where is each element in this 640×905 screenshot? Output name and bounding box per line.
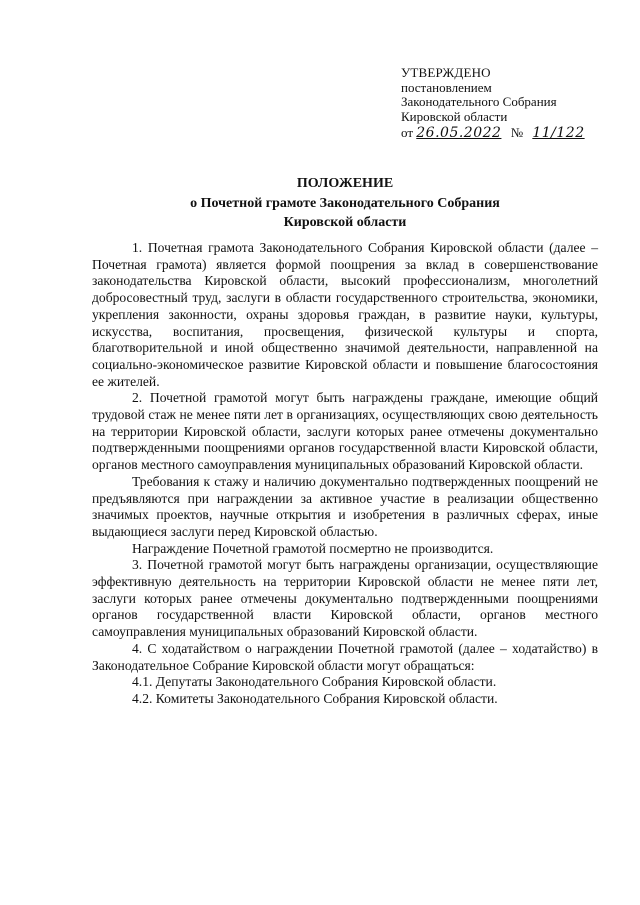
approval-line-resolution: постановлением	[401, 79, 492, 95]
document-body	[92, 240, 598, 708]
approval-heading: УТВЕРЖДЕНО	[401, 65, 491, 80]
handwritten-number: 11/122	[532, 125, 585, 141]
title-heading: ПОЛОЖЕНИЕ	[296, 176, 394, 191]
approval-date-line	[401, 126, 611, 141]
handwritten-date: 26.05.2022	[416, 125, 502, 141]
approval-stamp	[401, 66, 611, 141]
paragraph-2-posthumous: Награждение Почетной грамотой посмертно не производится.	[132, 540, 494, 556]
paragraph-2: 2. Почетной грамотой могут быть награждены граждане, имеющие общий трудовой стаж не менее пяти лет в организациях, осуществляющих свою деятельность на территории Кировской области, заслуги которых ранее отмечены документально подтвержденными поощрениями органов государственной власти Кировской области, органов местного самоуправления муниципальных образований Кировской области.	[92, 390, 598, 473]
approval-line-assembly: Законодательного Собрания	[401, 94, 557, 109]
title-subtitle-line2: Кировской области	[283, 215, 407, 230]
paragraph-2-requirements: Требования к стажу и наличию документально подтвержденных поощрений не предъявляются при награждении за активное участие в реализации общественно значимых проектов, научные открытия и изобретения в различных сферах, иные выдающиеся заслуги перед Кировской областью.	[92, 473, 598, 539]
paragraph-4: 4. С ходатайством о награждении Почетной грамотой (далее – ходатайство) в Законодательное Собрание Кировской области могут обращаться:	[92, 640, 598, 673]
approval-line-region: Кировской области	[401, 108, 508, 124]
paragraph-1: 1. Почетная грамота Законодательного Собрания Кировской области (далее – Почетная грамота) является формой поощрения за вклад в совершенствование законодательства Кировской области, высокий профессионализм, многолетний добросовестный труд, заслуги в области государственного строительства, экономики, укрепления законности, охраны здоровья граждан, в развитие науки, культуры, искусства, воспитания, просвещения, физической культуры и спорта, благотворительной и иной общественно значимой деятельности, направленной на социально-экономическое развитие Кировской области и повышение благосостояния ее жителей.	[92, 240, 598, 389]
paragraph-3: 3. Почетной грамотой могут быть награждены организации, осуществляющие эффективную деятельность на территории Кировской области не менее пяти лет, заслуги которых ранее отмечены документально подтвержденными поощрениями органов государственной власти Кировской области, органов местного самоуправления муниципальных образований Кировской области.	[92, 557, 598, 640]
date-prefix: от	[401, 125, 414, 140]
paragraph-4-2: 4.2. Комитеты Законодательного Собрания Кировской области.	[132, 690, 498, 706]
title-subtitle-line1: о Почетной грамоте Законодательного Собрания	[190, 195, 500, 211]
paragraph-4-1: 4.1. Депутаты Законодательного Собрания Кировской области.	[132, 674, 497, 690]
document-title	[80, 174, 610, 233]
number-sign: №	[510, 125, 524, 140]
